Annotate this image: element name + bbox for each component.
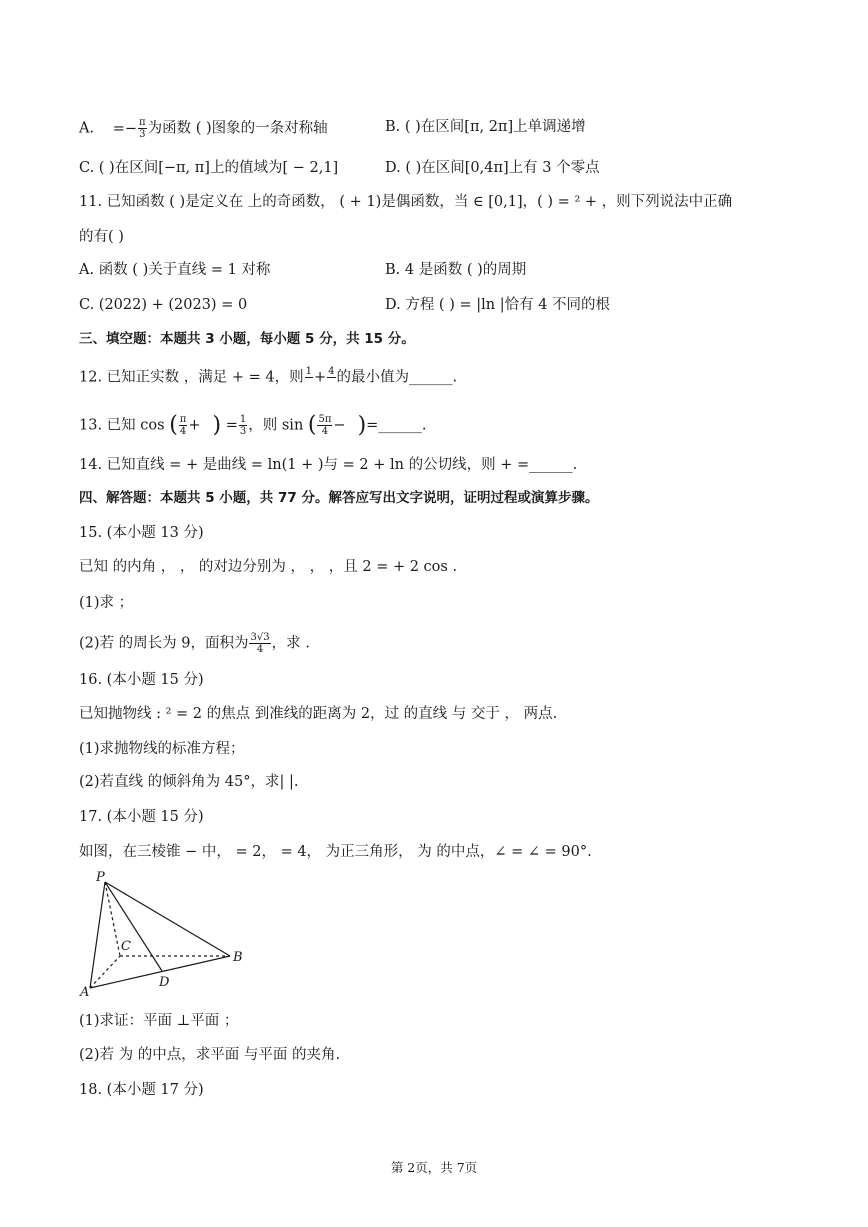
option-label: A. (79, 120, 95, 137)
q13-text: 13. 已知 cos (79, 417, 165, 434)
edge-ac (90, 956, 120, 988)
fraction: $\frac{3√3}{4}$ (250, 632, 270, 655)
q10-option-c: C. ( )在区间[−π, π]上的值域为[ − 2,1] (79, 160, 339, 176)
q11-option-b: B. 4 是函数 ( )的周期 (385, 262, 527, 278)
fraction: $\frac{\pi}{3}$ (139, 117, 146, 140)
q10-option-a (79, 117, 328, 140)
vertex-label-c: C (121, 939, 131, 954)
q15-title: 15. (本小题 13 分) (79, 525, 204, 541)
q18-title: 18. (本小题 17 分) (79, 1082, 204, 1098)
q11-stem-cont: 的有( ) (79, 229, 124, 245)
q13-text: + (188, 417, 201, 434)
q16-title: 16. (本小题 15 分) (79, 672, 204, 688)
q11-option-a: A. 函数 ( )关于直线 = 1 对称 (79, 262, 271, 278)
q15-part1: (1)求 ； (79, 595, 134, 611)
section-heading-solutions: 四、解答题：本题共 5 小题，共 77 分。解答应写出文字说明，证明过程或演算步骤。 (79, 490, 599, 506)
fraction: 4 (328, 366, 335, 377)
q13-text: ，则 sin (248, 417, 304, 434)
section-heading-fill-in: 三、填空题：本题共 3 小题，每小题 5 分，共 15 分。 (79, 331, 415, 347)
vertex-label-a: A (80, 985, 90, 1000)
option-text: 为函数 ( )图象的一条对称轴 (147, 120, 328, 137)
vertex-label-d: D (159, 975, 170, 990)
paren-close: ) (212, 412, 222, 438)
q17-stem: 如图，在三棱锥 − 中， = 2， = 4， 为正三角形， 为 的中点，∠ = ∠ = 90°. (79, 844, 592, 860)
q12 (79, 366, 457, 389)
paren-close: ) (357, 412, 367, 438)
pyramid-figure (76, 868, 256, 1000)
q15-text: ，求 . (271, 635, 310, 652)
q15-part2 (79, 632, 310, 655)
edge-pd (105, 882, 162, 971)
page-footer: 第 2页，共 7页 (390, 1160, 478, 1175)
q11-stem: 11. 已知函数 ( )是定义在 上的奇函数， ( + 1)是偶函数，当 ∈ [0,1]，( ) = ² + ，则下列说法中正确 (79, 194, 733, 210)
paren-open: ( (169, 412, 178, 438)
q15-text: (2)若 的周长为 9，面积为 (79, 635, 249, 652)
q17-part2: (2)若 为 的中点，求平面 与平面 的夹角. (79, 1047, 341, 1063)
q12-text: 的最小值为______. (336, 369, 458, 386)
q11-option-c: C. (2022) + (2023) = 0 (79, 297, 248, 313)
q16-part2: (2)若直线 的倾斜角为 45°，求| |. (79, 774, 299, 790)
fraction: $\frac{\pi}{4}$ (179, 414, 187, 437)
q17-part1: (1)求证：平面 ⊥平面 ； (79, 1013, 239, 1029)
q11-option-d: D. 方程 ( ) = |ln |恰有 4 不同的根 (385, 297, 611, 313)
vertex-label-p: P (96, 870, 105, 885)
q16-part1: (1)求抛物线的标准方程； (79, 741, 245, 757)
edge-pa (90, 882, 105, 988)
q13-text: − (333, 417, 346, 434)
q13-text: = (225, 417, 238, 434)
fraction: 1 (305, 366, 313, 377)
q15-stem: 已知 的内角 ， ， 的对边分别为 ， ， ，且 2 = + 2 cos . (79, 559, 458, 575)
q10-option-d: D. ( )在区间[0,4π]上有 3 个零点 (385, 160, 600, 176)
fraction: $\frac{1}{3}$ (239, 414, 247, 437)
q17-title: 17. (本小题 15 分) (79, 809, 204, 825)
option-text: =− (112, 120, 138, 137)
fraction: $\frac{5\pi}{4}$ (318, 414, 332, 437)
q12-text: 12. 已知正实数 ，满足 + = 4，则 (79, 369, 304, 386)
q10-option-b: B. ( )在区间[π, 2π]上单调递增 (385, 119, 586, 135)
q13 (79, 414, 426, 437)
vertex-label-b: B (233, 950, 243, 965)
paren-open: ( (307, 412, 317, 438)
q13-text: =______. (366, 417, 427, 434)
q16-stem: 已知抛物线 : ² = 2 的焦点 到准线的距离为 2，过 的直线 与 交于 ， 两点. (79, 706, 558, 722)
q14: 14. 已知直线 = + 是曲线 = ln(1 + )与 = 2 + ln 的公切线，则 + =______. (79, 457, 578, 473)
q12-text: + (314, 369, 327, 386)
